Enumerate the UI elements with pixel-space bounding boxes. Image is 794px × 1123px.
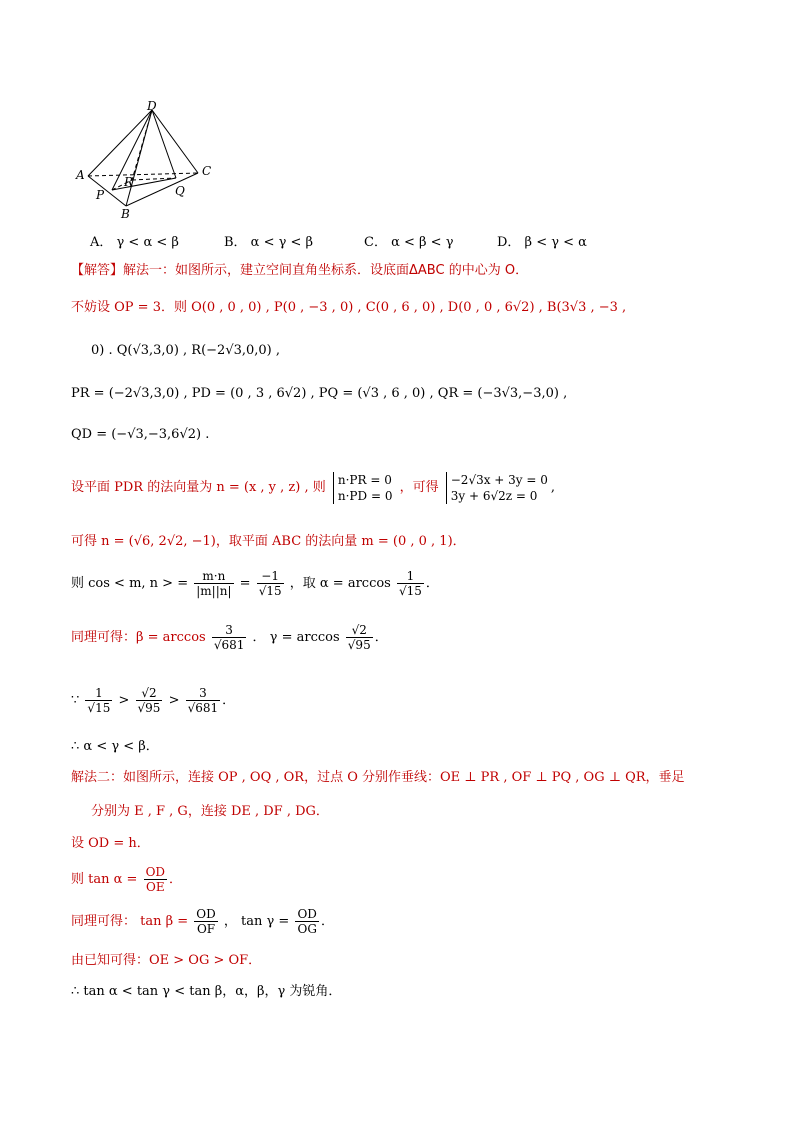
cmp-frac-3: $\frac{3}{√681}$ [187,686,219,715]
tan-similar-prefix: 同理可得： tan β = [71,914,189,929]
option-d: D． β < γ < α [497,235,587,250]
pyramid-figure [74,98,224,223]
cmp-frac-2: $\frac{√2}{√95}$ [137,686,161,715]
assume-cont-line: 0) . Q(√3,3,0) , R(−2√3,0,0) , [91,343,281,358]
method1-intro: 解法一：如图所示，建立空间直角坐标系．设底面ΔABC 的中心为 O． [123,263,529,278]
assume-line: 不妨设 OP = 3．则 O(0 , 0 , 0) , P(0 , −3 , 0) , C(0 , 6 , 0) , D(0 , 0 , 6√2) , B(3√3 , −3 , [71,300,627,315]
option-c: C． α < β < γ [364,235,454,250]
cos-line: 则 cos < m, n > = $\frac{m\cdot n}{|m||n|}$ = $\frac{-1}{√15}$ ，取 α = arccos $\frac{1}{√15}$ ． [71,569,439,598]
solution-header: 【解答】 [71,263,124,278]
cos-take: ，取 α = arccos [289,576,391,591]
label-B: B [121,207,130,221]
similar-line: 同理可得：β = arccos $\frac{3}{√681}$ ． γ = arccos $\frac{√2}{√95}$ ． [71,623,388,652]
cmp-frac-1: $\frac{1}{√15}$ [87,686,111,715]
label-R: R [124,175,134,189]
alpha-frac: $\frac{1}{√15}$ [398,569,422,598]
beta-frac: $\frac{3}{√681}$ [213,623,245,652]
tan-alpha-line: 则 tan α = $\frac{OD}{OE}$ ． [71,865,183,894]
system-1-eq-b: n·PD = 0 [337,488,393,503]
system-2-eq-a: −2√3x + 3y = 0 [450,472,548,487]
gamma-text: ． γ = arccos [252,630,340,645]
normal-intro: 设平面 PDR 的法向量为 n = (x , y , z) , 则 [71,480,326,495]
system-2-eq-b: 3y + 6√2z = 0 [450,488,538,503]
option-a: A． γ < α < β [90,235,179,250]
cos-frac-1: $\frac{m\cdot n}{|m||n|}$ [196,569,232,598]
method1-intro-line [71,262,528,280]
tan-gamma-text: ， tan γ = [223,914,290,929]
label-A: A [76,168,85,182]
compare-line: ∵ $\frac{1}{√15}$ > $\frac{√2}{√95}$ > $\frac{3}{√681}$ ． [71,686,236,715]
system-1-eq-a: n·PR = 0 [337,472,392,487]
let-od: 设 OD = h． [71,836,150,851]
system-2 [446,472,548,504]
label-D: D [147,99,157,113]
tan-similar-line: 同理可得： tan β = $\frac{OD}{OF}$ ， tan γ = $\frac{OD}{OG}$ ． [71,907,334,936]
tan-alpha-prefix: 则 tan α = [71,872,138,887]
method2-line-2: 分别为 E , F , G，连接 DE , DF , DG． [91,804,329,819]
cos-prefix: 则 cos < m, n > = [71,576,189,591]
then-get: ，可得 [399,480,439,495]
system-1 [333,472,393,504]
label-P: P [96,188,105,202]
vectors-line-2: QD = (−√3,−3,6√2) . [71,427,210,442]
normal-result-line: 可得 n = (√6, 2√2, −1)，取平面 ABC 的法向量 m = (0 , 0 , 1)． [71,534,466,549]
similar-prefix: 同理可得：β = arccos [71,630,206,645]
known-line: 由已知可得：OE > OG > OF． [71,953,262,968]
gamma-frac: $\frac{√2}{√95}$ [347,623,371,652]
tan-alpha-frac: $\frac{OD}{OE}$ [145,865,166,894]
cos-frac-2: $\frac{-1}{√15}$ [258,569,282,598]
tan-gamma-frac: $\frac{OD}{OG}$ [297,907,317,936]
normal-vector-line: 设平面 PDR 的法向量为 n = (x , y , z) , 则 n·PR = 0 n·PD = 0 ，可得 −2√3x + 3y = 0 3y + 6√2z = 0 , [71,472,556,503]
tan-beta-frac: $\frac{OD}{OF}$ [196,907,216,936]
method2-line-1: 解法二：如图所示，连接 OP , OQ , OR，过点 O 分别作垂线：OE ⊥ PR , OF ⊥ PQ , OG ⊥ QR，垂足 [71,770,685,785]
final-line: ∴ tan α < tan γ < tan β，α，β，γ 为锐角． [71,984,342,999]
vectors-line-1: PR = (−2√3,3,0) , PD = (0 , 3 , 6√2) , PQ = (√3 , 6 , 0) , QR = (−3√3,−3,0) , [71,386,568,401]
label-C: C [202,164,212,178]
label-Q: Q [175,184,185,198]
conclusion-1: ∴ α < γ < β． [71,739,159,754]
compare-prefix: ∵ [71,693,80,708]
option-b: B． α < γ < β [224,235,314,250]
